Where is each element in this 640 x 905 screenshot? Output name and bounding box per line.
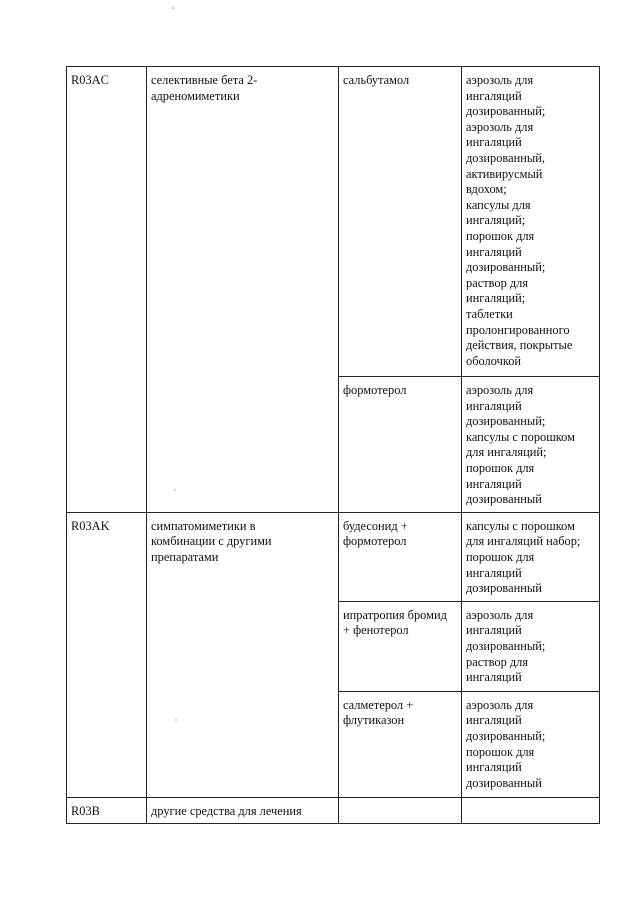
dosage-form-line: дозированный [466, 581, 542, 596]
drug-name-cell [339, 691, 462, 797]
drug-name-line: ипратропия бромид [343, 607, 447, 622]
group-name-line: симпатомиметики в [151, 518, 256, 533]
dosage-form-line: капсулы с порошком [466, 429, 575, 444]
dosage-form-line: ингаляций [466, 670, 522, 685]
dosage-form-line: дозированный [466, 775, 542, 790]
table-row [67, 67, 600, 377]
drug-name-line: будесонид + [343, 518, 408, 533]
group-name-line: препаратами [151, 549, 219, 564]
dosage-form-line: пролонгированного [466, 322, 570, 337]
group-name-line: другие средства для лечения [151, 803, 302, 818]
table-row [67, 512, 600, 601]
drug-name-line: флутиказон [343, 713, 405, 728]
dosage-form-line: капсулы с порошком [466, 518, 575, 533]
drug-name-cell [339, 67, 462, 377]
drug-name-line: + фенотерол [343, 623, 409, 638]
drug-name-line: сальбутамол [343, 73, 410, 87]
dosage-form-line: действия, покрытые [466, 338, 573, 353]
dosage-form-line: раствор для [466, 275, 529, 290]
dosage-form-cell [462, 797, 600, 824]
dosage-form-line: аэрозоль для [466, 383, 534, 397]
atc-code-cell [67, 797, 147, 824]
group-name-cell [147, 512, 339, 797]
dosage-form-line: дозированный; [466, 728, 546, 743]
atc-code: R03AC [71, 73, 109, 87]
dosage-form-line: порошок для [466, 744, 535, 759]
dosage-form-line: оболочкой [466, 353, 522, 368]
dosage-form-line: аэрозоль для [466, 119, 534, 134]
group-name-line: селективные бета 2- [151, 73, 258, 87]
dosage-form-line: для ингаляций набор; [466, 534, 581, 549]
atc-code-cell [67, 67, 147, 513]
dosage-form-cell [462, 67, 600, 377]
dosage-form-line: вдохом; [466, 182, 507, 197]
group-name-cell [147, 797, 339, 824]
dosage-form-line: дозированный; [466, 638, 546, 653]
drug-name-line: формотерол [343, 534, 407, 549]
dosage-form-line: ингаляций [466, 760, 522, 775]
dosage-form-line: аэрозоль для [466, 73, 534, 87]
dosage-form-cell [462, 377, 600, 513]
dosage-form-line: ингаляций [466, 398, 522, 413]
drug-name-cell [339, 512, 462, 601]
dosage-form-line: ингаляций [466, 244, 522, 259]
dosage-form-line: дозированный, [466, 150, 545, 165]
dosage-form-line: дозированный; [466, 414, 546, 429]
group-name-cell [147, 67, 339, 513]
dosage-form-line: для ингаляций; [466, 445, 547, 460]
dosage-form-line: ингаляций [466, 88, 522, 103]
drug-name-cell [339, 797, 462, 824]
dosage-form-line: ингаляций [466, 135, 522, 150]
dosage-form-cell [462, 691, 600, 797]
dosage-form-cell [462, 512, 600, 601]
dosage-form-cell [462, 601, 600, 691]
dosage-form-line: раствор для [466, 654, 529, 669]
dosage-form-line: порошок для [466, 228, 535, 243]
dosage-form-line: ингаляций [466, 623, 522, 638]
dosage-form-line: ингаляций [466, 565, 522, 580]
dosage-form-line: дозированный; [466, 260, 546, 275]
dosage-form-line: ингаляций [466, 713, 522, 728]
drug-classification-table [66, 66, 600, 824]
atc-code-cell [67, 512, 147, 797]
group-name-line: адреномиметики [151, 88, 240, 103]
dosage-form-line: порошок для [466, 549, 535, 564]
drug-name-line: салметерол + [343, 697, 414, 712]
dosage-form-line: дозированный [466, 492, 542, 507]
atc-code: R03B [71, 803, 100, 818]
dosage-form-line: капсулы для [466, 197, 531, 212]
dosage-form-line: порошок для [466, 460, 535, 475]
drug-name-cell [339, 601, 462, 691]
group-name-line: комбинации с другими [151, 534, 272, 549]
dosage-form-line: ингаляций; [466, 213, 526, 228]
dosage-form-line: аэрозоль для [466, 607, 534, 622]
drug-name-cell [339, 377, 462, 513]
atc-code: R03AK [71, 518, 110, 533]
table-row [67, 797, 600, 824]
dosage-form-line: ингаляций; [466, 291, 526, 306]
dosage-form-line: ингаляций [466, 476, 522, 491]
drug-name-line: формотерол [343, 383, 407, 397]
dosage-form-line: таблетки [466, 306, 513, 321]
dosage-form-line: активирусмый [466, 166, 543, 181]
dosage-form-line: аэрозоль для [466, 697, 534, 712]
dosage-form-line: дозированный; [466, 104, 546, 119]
